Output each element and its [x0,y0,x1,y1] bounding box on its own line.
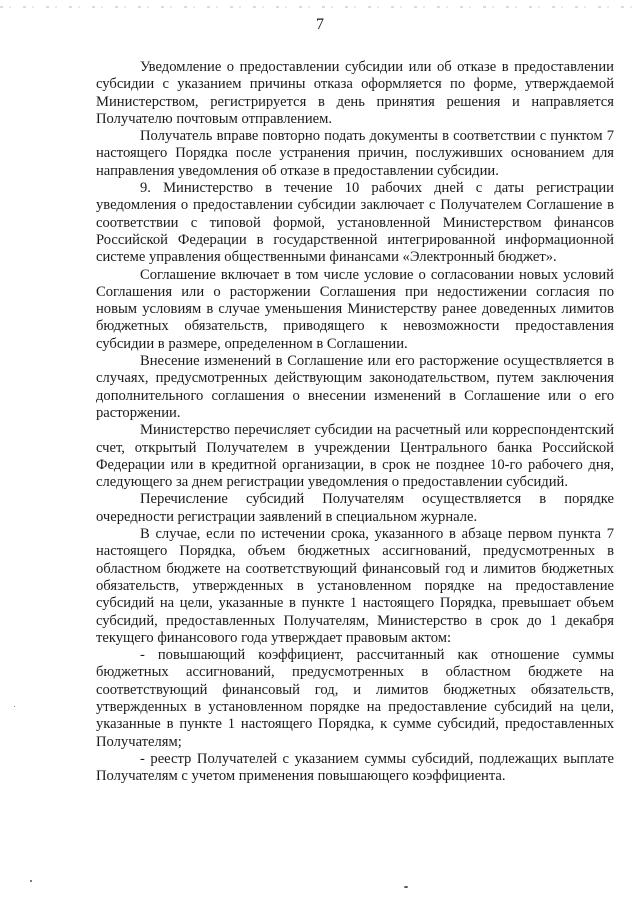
paragraph-transfer-order: Перечисление субсидий Получателям осуществляется в порядке очередности регистрации заявлений в специальном журнале. [96,491,614,525]
paragraph-item-9: 9. Министерство в течение 10 рабочих дней с даты регистрации уведомления о предоставлении субсидии заключает с Получателем Соглашение в соответствии с типовой формой, установленной Министерством финансов Российской Федерации в государственной интегрированной информационной системе управления общественными финансами «Электронный бюджет». [96,180,614,266]
paragraph-notification: Уведомление о предоставлении субсидии или об отказе в предоставлении субсидии с указанием причины отказа оформляется по форме, утверждаемой Министерством, регистрируется в день принятия решения и направляется Получателю почтовым отправлением. [96,59,614,127]
paragraph-transfer: Министерство перечисляет субсидии на расчетный или корреспондентский счет, открытый Получателем в учреждении Центрального банка Российской Федерации или в кредитной организации, в срок не позднее 10-го рабочего дня, следующего за днем регистрации уведомления о предоставлении субсидий. [96,422,614,491]
document-body [96,59,614,785]
paragraph-budget-excess: В случае, если по истечении срока, указанного в абзаце первом пункта 7 настоящего Порядка, объем бюджетных ассигнований, предусмотренных в областном бюджете на соответствующий финансовый год и лимитов бюджетных обязательств, утвержденных в установленном порядке на предоставление субсидий на цели, указанные в пункте 1 настоящего Порядка, превышает объем субсидий, предоставленных Получателям, Министерство в срок до 1 декабря текущего финансового года утверждает правовым актом: [96,526,614,646]
paragraph-agreement-terms: Соглашение включает в том числе условие о согласовании новых условий Соглашения или о расторжении Соглашения при недостижении согласия по новым условиям в случае уменьшения Министерству ранее доведенных лимитов бюджетных обязательств, приводящего к невозможности предоставления субсидии в размере, определенном в Соглашении. [96,266,614,352]
scan-speck [30,880,32,882]
paragraph-resubmission: Получатель вправе повторно подать документы в соответствии с пунктом 7 настоящего Порядка после устранения причин, послуживших основанием для направления уведомления об отказе в предоставлении субсидии. [96,128,614,179]
list-item-coefficient: - повышающий коэффициент, рассчитанный как отношение суммы бюджетных ассигнований, предусмотренных в областном бюджете на соответствующий финансовый год, и лимитов бюджетных обязательств, утвержденных в установленном порядке на предоставление субсидий на цели, указанные в пункте 1 настоящего Порядка, к сумме субсидий, предоставленных Получателям; [96,647,614,750]
list-item-registry: - реестр Получателей с указанием суммы субсидий, подлежащих выплате Получателям с учетом применения повышающего коэффициента. [96,750,614,785]
paragraph-agreement-changes: Внесение изменений в Соглашение или его расторжение осуществляется в случаях, предусмотренных действующим законодательством, путем заключения дополнительного соглашения о внесении изменений в Соглашение или о его расторжении. [96,353,614,421]
scan-edge-noise [0,6,640,8]
scan-speck [404,886,408,888]
scan-speck [14,706,15,707]
page-number: 7 [316,16,324,33]
